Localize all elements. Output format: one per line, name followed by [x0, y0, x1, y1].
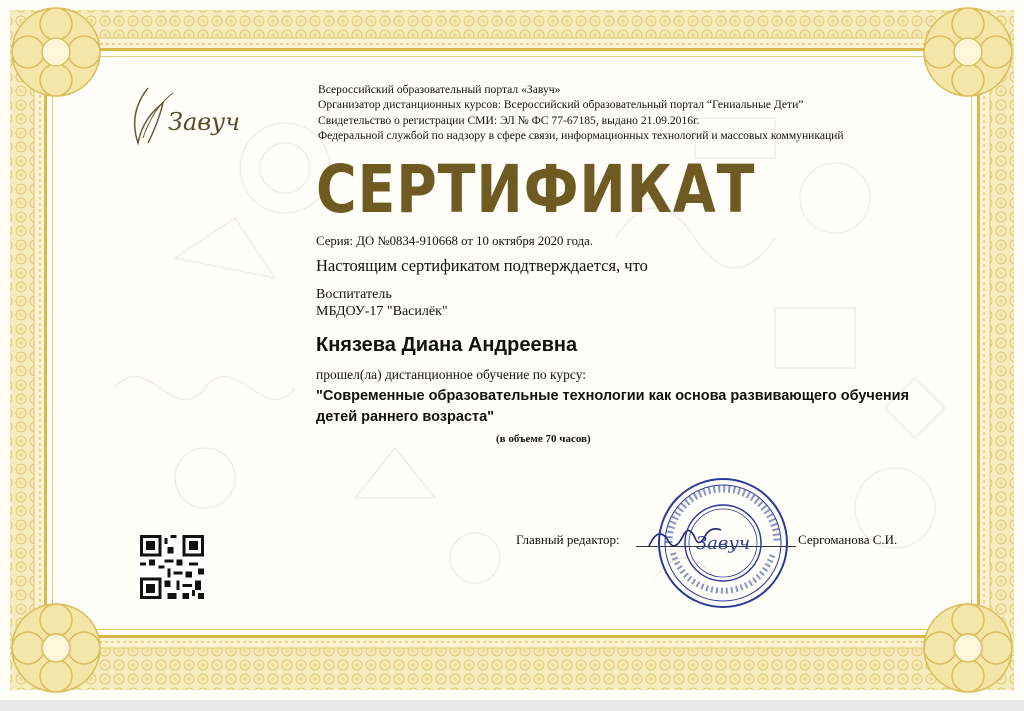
corner-rosette-icon: [8, 600, 104, 696]
issuer-line-1: Всероссийский образовательный портал «Завуч»: [318, 83, 561, 96]
certificate-title: СЕРТИФИКАТ: [316, 151, 756, 228]
editor-label: Главный редактор:: [516, 532, 620, 547]
editor-name: Сергоманова С.И.: [798, 532, 898, 547]
issuer-info: [318, 82, 844, 144]
issuer-line-4: Федеральной службой по надзору в сфере связи, информационных технологий и массовых коммуникаций: [318, 129, 844, 143]
corner-rosette-icon: [8, 4, 104, 100]
logo-text: Завуч: [168, 108, 241, 136]
completion-text: прошел(ла) дистанционное обучение по курсу:: [316, 367, 587, 382]
zavuch-logo: [118, 78, 258, 148]
issuer-line-3: Свидетельство о регистрации СМИ: ЭЛ № ФС 77-67185, выдано 21.09.2016г.: [318, 113, 700, 127]
corner-rosette-icon: [920, 4, 1016, 100]
stamp-text: Завуч: [695, 533, 751, 554]
recipient-organization: МБДОУ-17 "Василёк": [316, 304, 448, 319]
course-title: "Современные образовательные технологии как основа развивающего обучения детей раннего возраста": [316, 388, 910, 425]
recipient-name: Князева Диана Андреевна: [316, 334, 578, 356]
page-bottom-edge: [0, 700, 1024, 711]
issuer-line-2: Организатор дистанционных курсов: Всероссийский образовательный портал “Гениальные Дети”: [318, 98, 804, 112]
qr-code-icon: [140, 535, 204, 599]
corner-rosette-icon: [920, 600, 1016, 696]
recipient-role: Воспитатель: [316, 287, 392, 302]
recipient-position: [316, 286, 448, 320]
series-number: Серия: ДО №0834-910668 от 10 октября 2020 года.: [316, 234, 593, 248]
confirmation-text: Настоящим сертификатом подтверждается, что: [316, 256, 648, 275]
official-stamp-icon: [655, 475, 791, 611]
course-hours: (в объеме 70 часов): [496, 433, 591, 445]
